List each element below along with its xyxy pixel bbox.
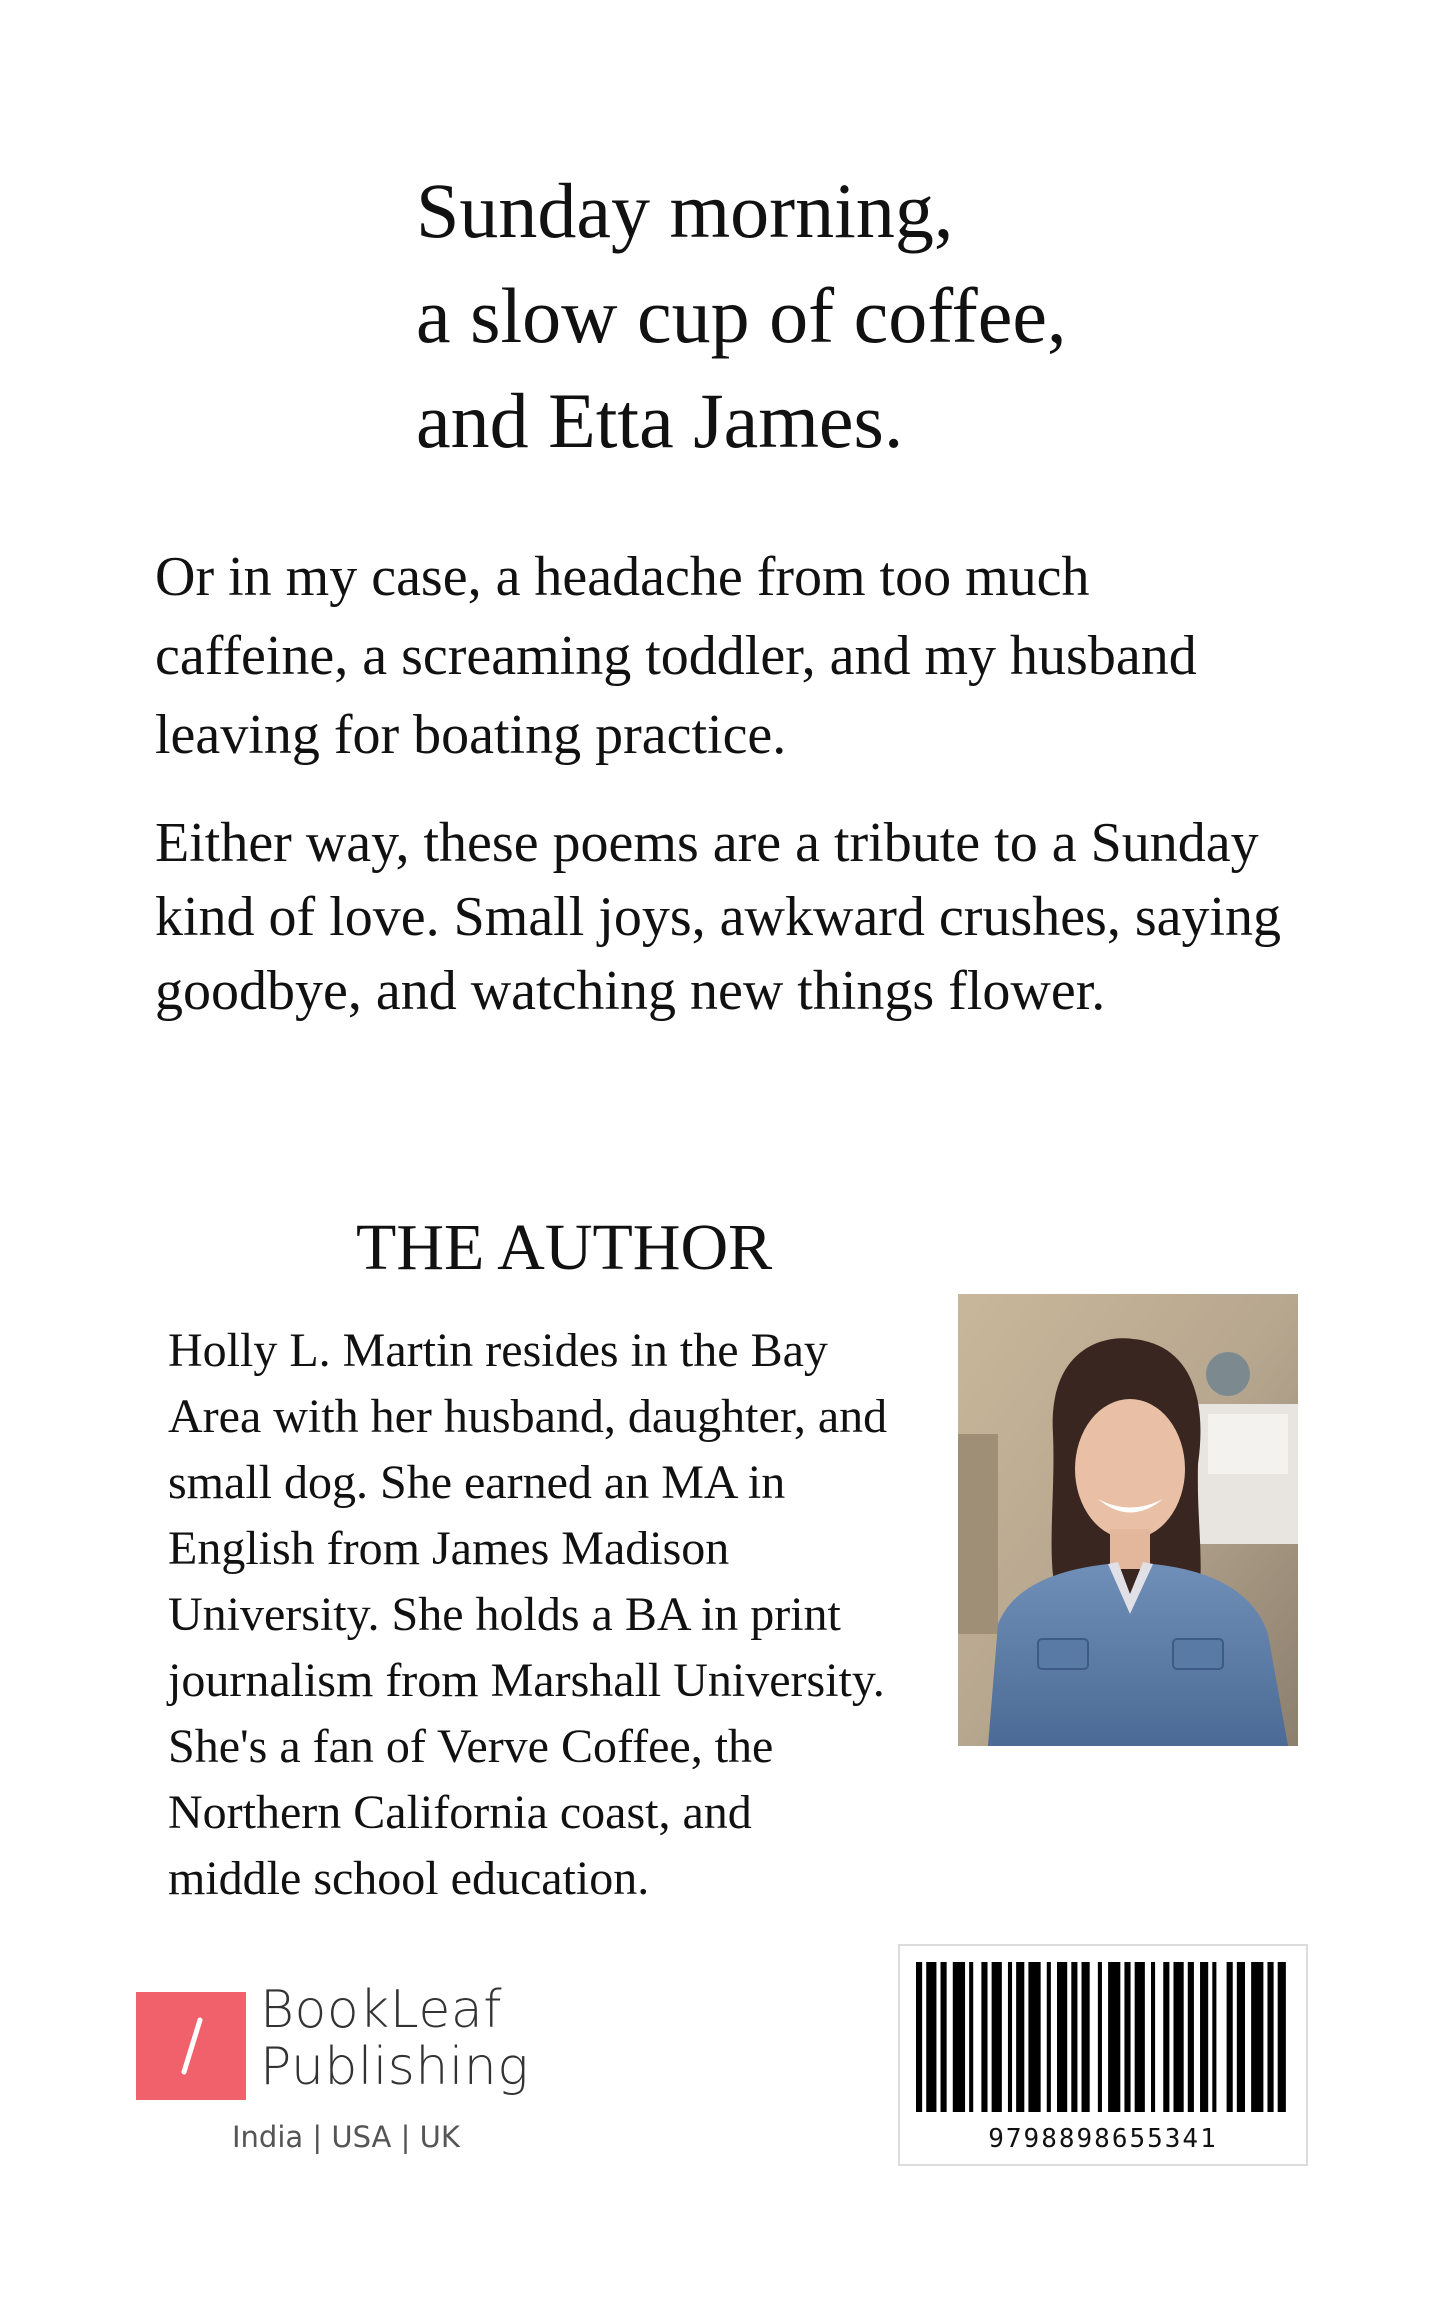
barcode-bar [1082, 1962, 1090, 2112]
author-heading: THE AUTHOR [356, 1211, 773, 1284]
barcode-bar [1016, 1962, 1024, 2112]
bio-line: middle school education. [168, 1852, 650, 1905]
blurb-line: goodbye, and watching new things flower. [155, 960, 1106, 1022]
barcode-bar [969, 1962, 973, 2112]
barcode-bar [1108, 1962, 1120, 2112]
tagline-line: a slow cup of coffee, [416, 272, 1067, 359]
barcode-bar [1151, 1962, 1155, 2112]
author-photo [958, 1294, 1298, 1746]
barcode-bar [1237, 1962, 1245, 2112]
barcode-bar [1047, 1962, 1051, 2112]
publisher-regions: India | USA | UK [232, 2120, 460, 2154]
publisher-logo-mark [136, 1992, 246, 2100]
barcode-bar [941, 1962, 947, 2112]
blurb-line: kind of love. Small joys, awkward crushes, saying [155, 886, 1282, 948]
barcode-bar [1278, 1962, 1286, 2112]
bio-line: journalism from Marshall University. [168, 1654, 885, 1707]
barcode-bar [1212, 1962, 1216, 2112]
bio-line: Area with her husband, daughter, and [168, 1390, 888, 1443]
barcode-bar [1135, 1962, 1145, 2112]
barcode-bar [1251, 1962, 1263, 2112]
blurb-line: caffeine, a screaming toddler, and my husband [155, 625, 1197, 687]
barcode-bar [1071, 1962, 1077, 2112]
barcode-bar [1028, 1962, 1040, 2112]
barcode-bar [1163, 1962, 1169, 2112]
bio-line: Holly L. Martin resides in the Bay [168, 1324, 828, 1377]
barcode-bar [1188, 1962, 1194, 2112]
bio-line: University. She holds a BA in print [168, 1588, 841, 1641]
blurb-line: Or in my case, a headache from too much [155, 546, 1090, 608]
barcode-bar [992, 1962, 1002, 2112]
isbn-number: 9798898655341 [988, 2124, 1218, 2154]
barcode-bar [1124, 1962, 1130, 2112]
barcode-bar [1227, 1962, 1233, 2112]
publisher-name-line1: BookLeaf [260, 1980, 503, 2040]
bio-line: She's a fan of Verve Coffee, the [168, 1720, 774, 1773]
blurb-line: leaving for boating practice. [155, 704, 787, 766]
barcode-bars [916, 1962, 1292, 2112]
barcode-bar [1098, 1962, 1102, 2112]
tagline-line: Sunday morning, [416, 167, 954, 254]
barcode-bar [1173, 1962, 1183, 2112]
barcode-bar [916, 1962, 922, 2112]
barcode-bar [981, 1962, 987, 2112]
barcode-bar [926, 1962, 936, 2112]
barcode-bar [1200, 1962, 1208, 2112]
blurb-paragraph-1 [155, 538, 1197, 775]
isbn-barcode [898, 1944, 1308, 2166]
bio-line: small dog. She earned an MA in [168, 1456, 786, 1509]
author-bio [168, 1318, 887, 1912]
blurb-paragraph-2 [155, 806, 1281, 1028]
barcode-bar [1008, 1962, 1012, 2112]
publisher-name [260, 1982, 529, 2096]
bio-line: English from James Madison [168, 1522, 730, 1575]
barcode-bar [1057, 1962, 1067, 2112]
tagline [416, 158, 1066, 473]
barcode-bar [953, 1962, 965, 2112]
barcode-bar [1267, 1962, 1273, 2112]
bio-line: Northern California coast, and [168, 1786, 752, 1839]
publisher-name-line2: Publishing [260, 2037, 529, 2097]
blurb-line: Either way, these poems are a tribute to a Sunday [155, 812, 1259, 874]
tagline-line: and Etta James. [416, 377, 904, 464]
